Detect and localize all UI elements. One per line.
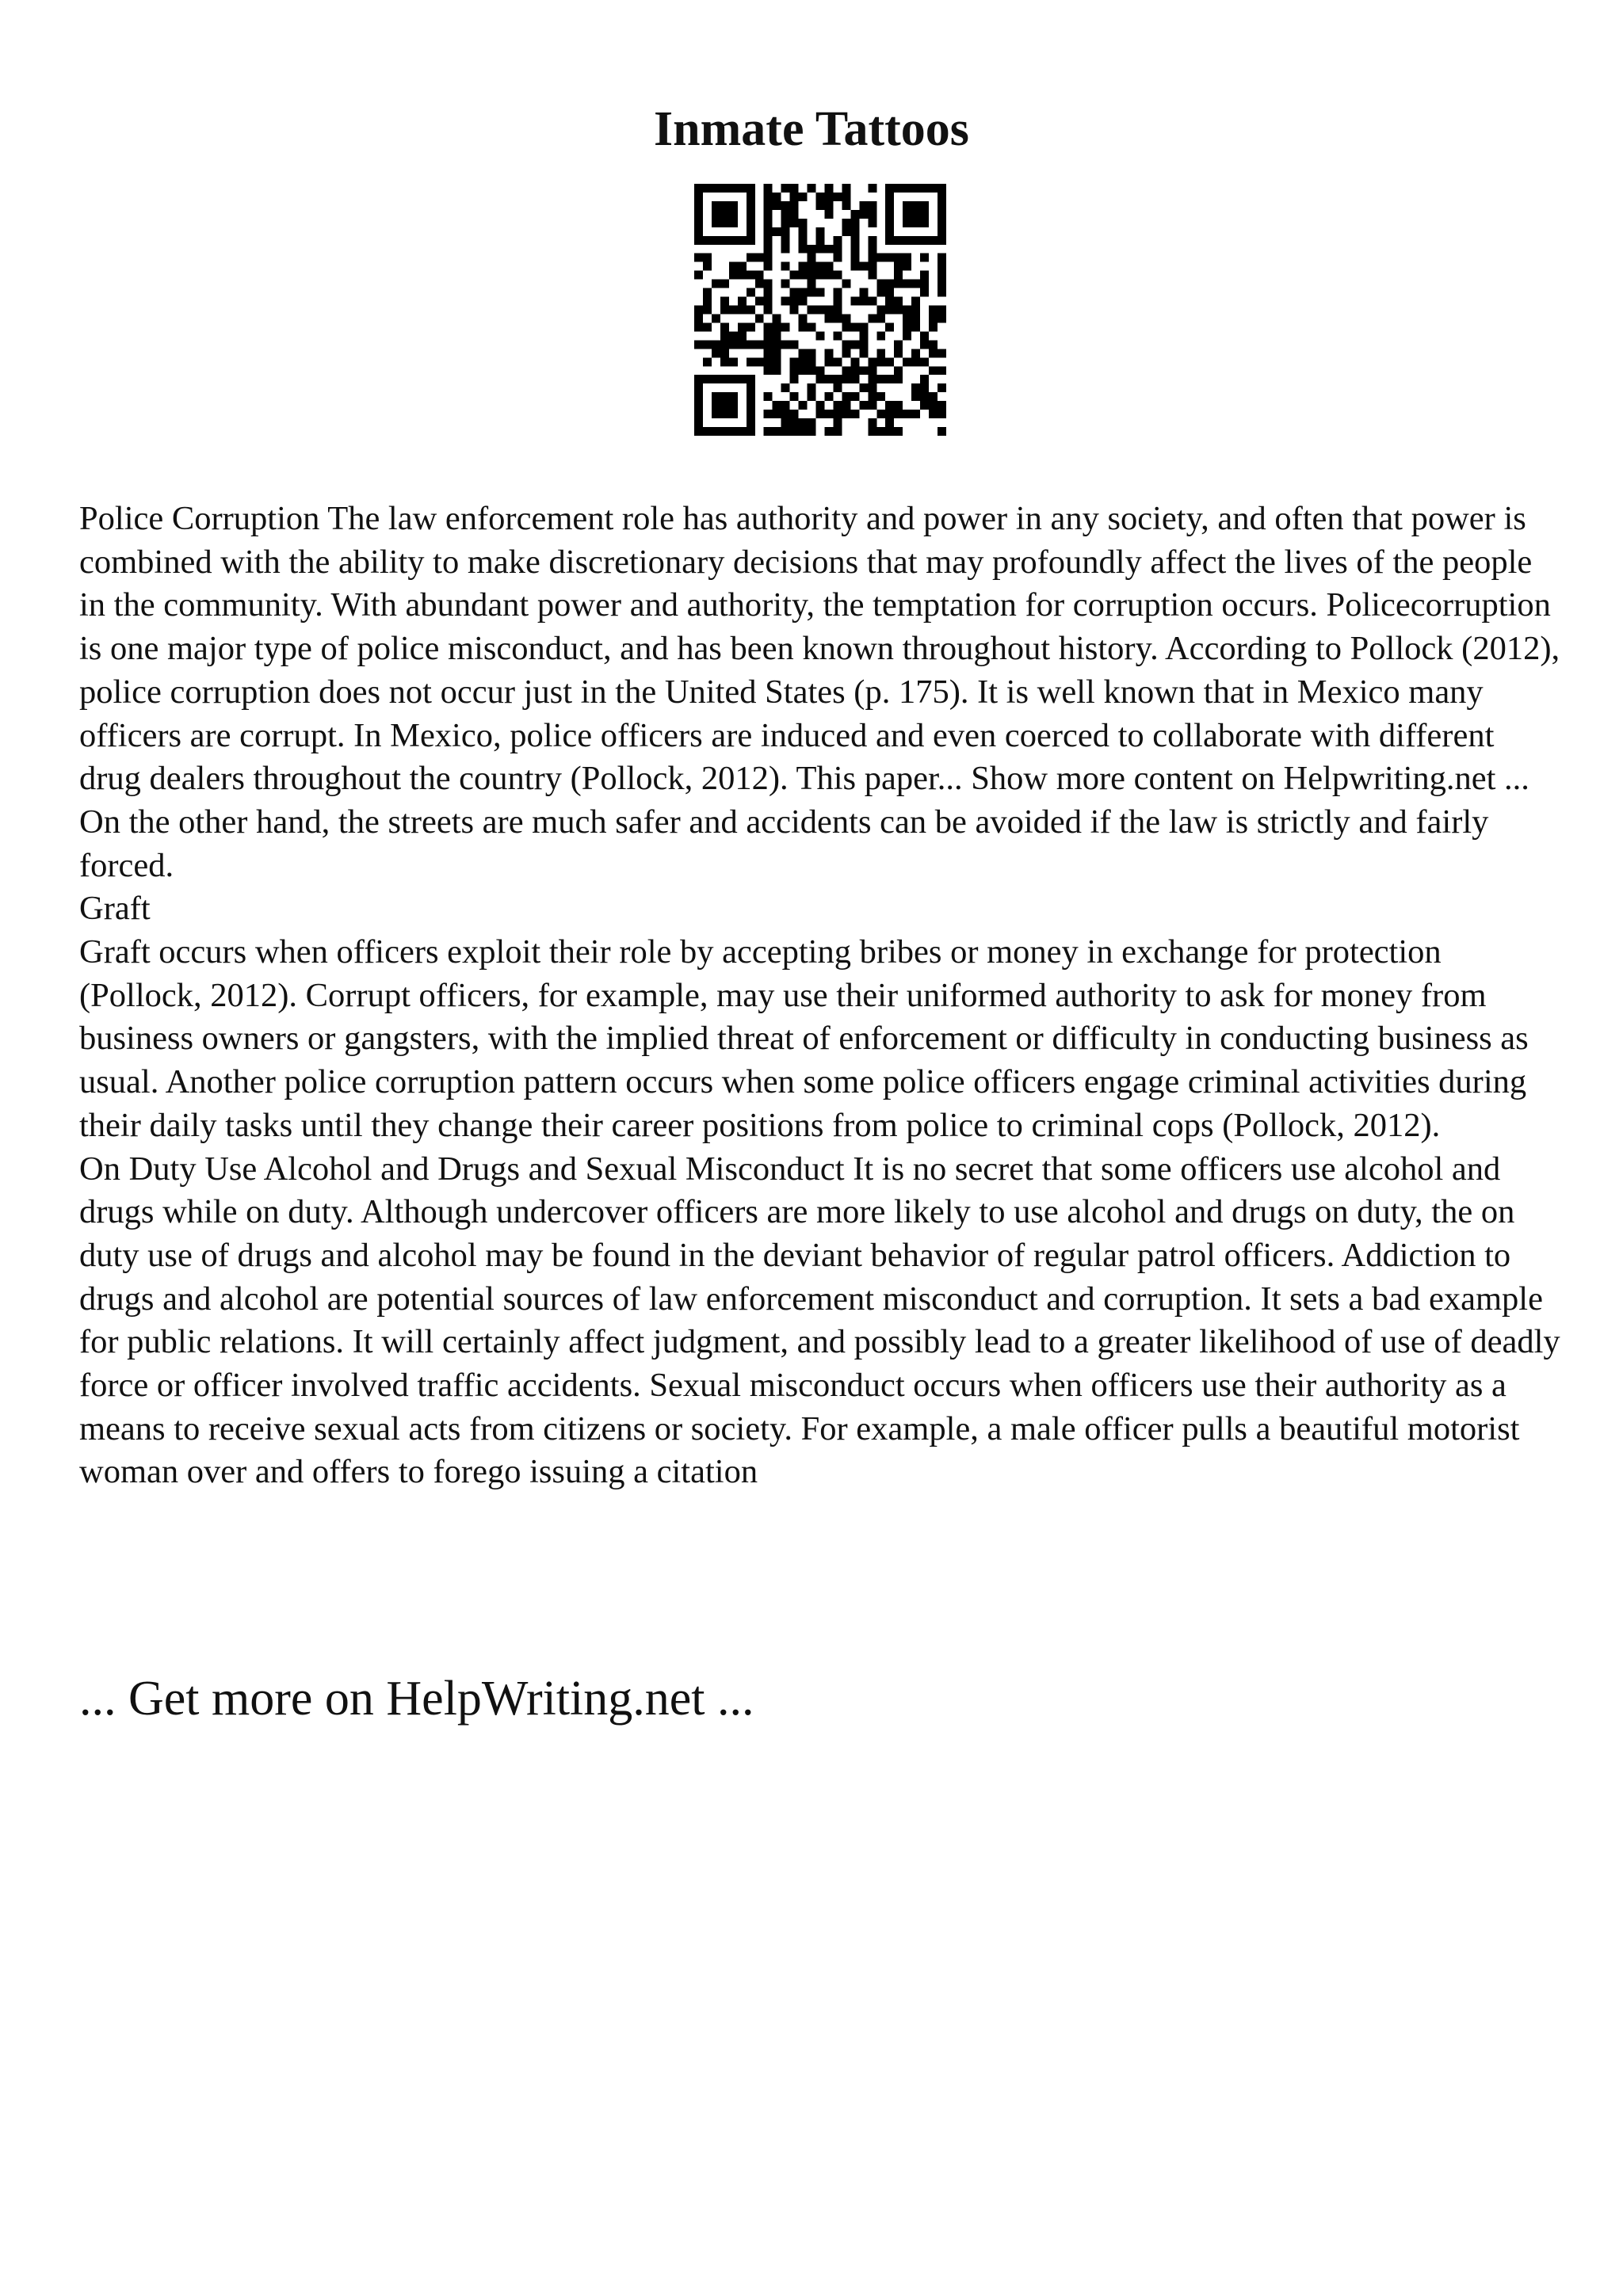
document-title: Inmate Tattoos <box>654 102 969 156</box>
paragraph-streets: On the other hand, the streets are much safer and accidents can be avoided if the law is strictly and fairly forced. <box>79 803 1489 884</box>
qr-code-icon[interactable] <box>694 184 946 436</box>
paragraph-on-duty: On Duty Use Alcohol and Drugs and Sexual Misconduct It is no secret that some officers use alcohol and drugs while on duty. Although undercover officers are more likely to use alcohol and drugs on duty, the on duty use of drugs and alcohol may be found in the deviant behavior of regular patrol officers. Addiction to drugs and alcohol are potential sources of law enforcement misconduct and corruption. It sets a bad example for public relations. It will certainly affect judgment, and possibly lead to a greater likelihood of use of deadly force or officer involved traffic accidents. Sexual misconduct occurs when officers use their authority as a means to receive sexual acts from citizens or society. For example, a male officer pulls a beautiful motorist woman over and offers to forego issuing a citation <box>79 1150 1560 1491</box>
paragraph-intro: Police Corruption The law enforcement role has authority and power in any society, and often that power is combined with the ability to make discretionary decisions that may profoundly affect the lives of the people in the community. With abundant power and authority, the temptation for corruption occurs. Policecorruption is one major type of police misconduct, and has been known throughout history. According to Pollock (2012), police corruption does not occur just in the United States (p. 175). It is well known that in Mexico many officers are corrupt. In Mexico, police officers are induced and even coerced to collaborate with different drug dealers throughout the country (Pollock, 2012). This paper... Show more content on Helpwriting.net ... <box>79 500 1560 798</box>
paragraph-graft: Graft occurs when officers exploit their role by accepting bribes or money in exchange for protection (Pollock, 2012). Corrupt officers, for example, may use their uniformed authority to ask for money from business owners or gangsters, with the implied threat of enforcement or difficulty in conducting business as usual. Another police corruption pattern occurs when some police officers engage criminal activities during their daily tasks until they change their career positions from police to criminal cops (Pollock, 2012). <box>79 933 1529 1144</box>
document-body <box>79 498 1561 1494</box>
get-more-link[interactable]: ... Get more on HelpWriting.net ... <box>79 1672 754 1726</box>
heading-graft: Graft <box>79 890 151 928</box>
